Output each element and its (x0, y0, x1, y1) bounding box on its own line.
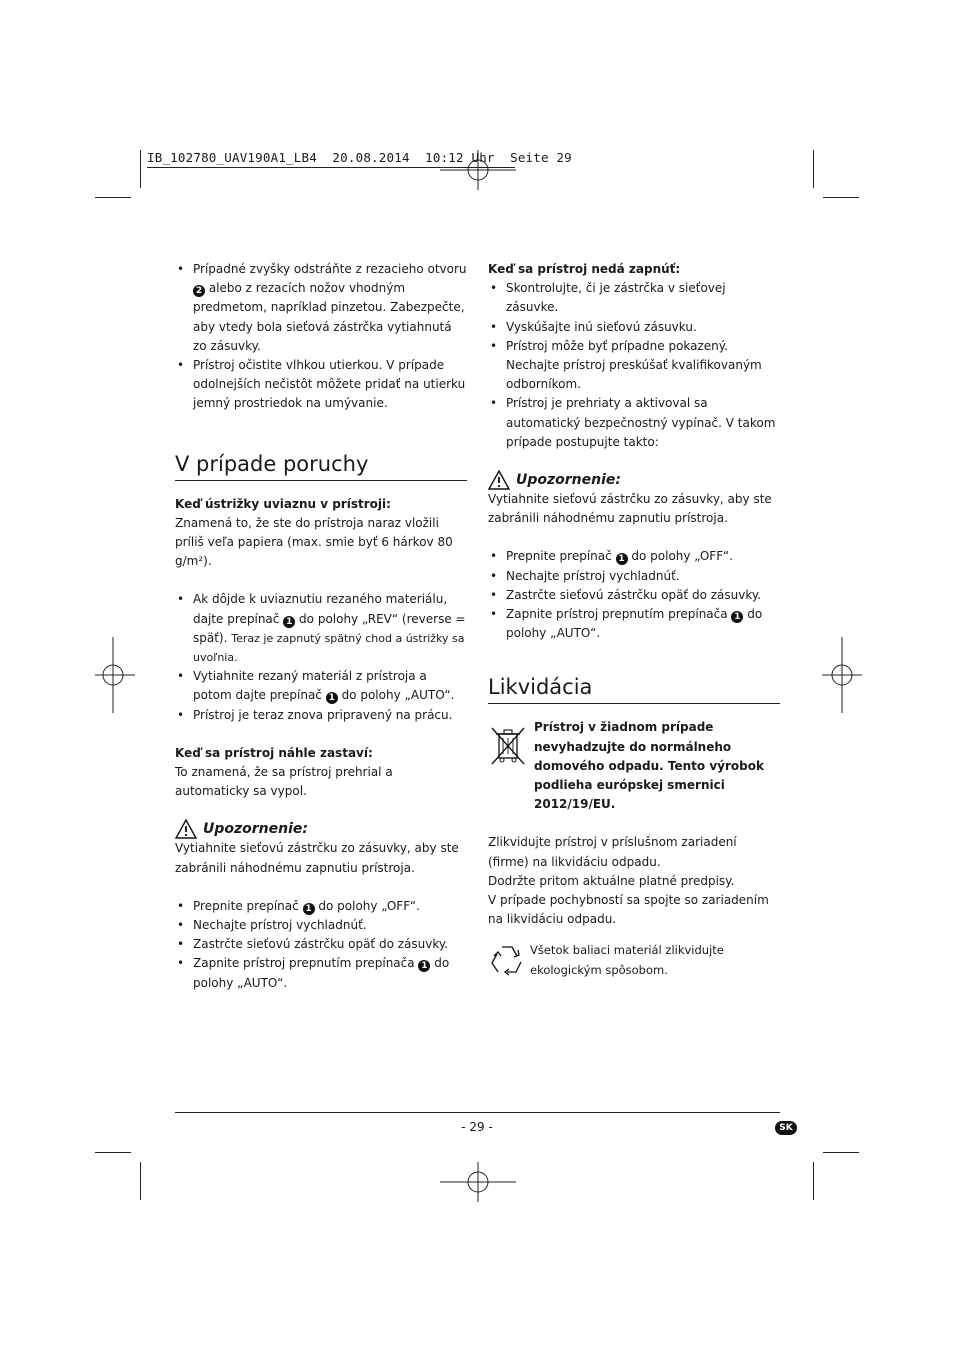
subheading: Keď ústrižky uviaznu v prístroji: (175, 496, 391, 511)
number-badge: 1 (616, 553, 628, 565)
list-item (175, 667, 467, 705)
list-item: • Zastrčte sieťovú zástrčku opäť do zásuvky. (488, 586, 780, 605)
number-badge: 1 (283, 616, 295, 628)
number-badge: 1 (418, 960, 430, 972)
footer-rule (175, 1112, 780, 1113)
list-item-text: do polohy „REV“ (reverse = späť). (193, 611, 466, 645)
print-slug: IB_102780_UAV190A1_LB4 20.08.2014 10:12 Uhr Seite 29 (147, 150, 572, 165)
list-item-text: Zapnite prístroj prepnutím prepínača (506, 607, 728, 622)
list-item (175, 260, 467, 356)
paragraph: To znamená, že sa prístroj prehrial a automaticky sa vypol. (175, 765, 393, 799)
registration-mark-icon (440, 150, 516, 190)
list-item-text: Prepnite prepínač (193, 898, 299, 913)
warning-list (175, 897, 467, 993)
list-item: • Prístroj môže byť prípadne pokazený. Nechajte prístroj preskúšať kvalifikovaným odborníkom. (488, 337, 780, 395)
list-item (488, 547, 780, 566)
list-item-text: do polohy „OFF“. (318, 898, 420, 913)
list-item-text: alebo z rezacích nožov vhodným predmetom, napríklad pinzetou. Zabezpečte, aby vtedy bola sieťová zástrčka vytiahnutá zo zásuvky. (193, 281, 465, 353)
number-badge: 2 (193, 285, 205, 297)
list-item-note: Teraz je zapnutý spätný chod a ústrižky sa uvoľnia. (193, 631, 465, 665)
list-item-text: Prepnite prepínač (506, 549, 612, 564)
warning-list (488, 547, 780, 643)
disposal-warning: Prístroj v žiadnom prípade nevyhadzujte do normálneho domového odpadu. Tento výrobok podlieha európskej smernici 2012/19/EU. (534, 720, 764, 812)
cleaning-list (175, 260, 467, 414)
list-item (488, 605, 780, 643)
list-item (175, 590, 467, 667)
left-column (175, 260, 467, 993)
paragraph: Znamená to, že ste do prístroja naraz vložili príliš veľa papiera (max. smie byť 6 hárkov 80 g/m²). (175, 515, 453, 569)
page-number: - 29 - (461, 1120, 493, 1134)
registration-mark-icon (822, 637, 862, 713)
subheading: Keď sa prístroj náhle zastaví: (175, 745, 373, 760)
registration-mark-icon (95, 637, 135, 713)
list-item: • Skontrolujte, či je zástrčka v sieťovej zásuvke. (488, 279, 780, 317)
subheading: Keď sa prístroj nedá zapnúť: (488, 262, 681, 276)
paragraph: Dodržte pritom aktuálne platné predpisy. (488, 873, 735, 888)
list-item-text: do polohy „AUTO“. (506, 607, 763, 641)
warning-triangle-icon (175, 819, 197, 839)
list-item (175, 897, 467, 916)
paragraph: V prípade pochybností sa spojte so zariadením na likvidáciu odpadu. (488, 893, 769, 927)
number-badge: 1 (731, 611, 743, 623)
crop-mark (95, 197, 131, 198)
crossed-bin-icon (488, 724, 528, 766)
list-item: • Prístroj je teraz znova pripravený na prácu. (175, 706, 467, 725)
paragraph: Zlikvidujte prístroj v príslušnom zariadení (firme) na likvidáciu odpadu. (488, 835, 737, 869)
paragraph: Vytiahnite sieťovú zástrčku zo zásuvky, aby ste zabránili náhodnému zapnutiu prístroja. (175, 841, 459, 875)
warning-triangle-icon (488, 470, 510, 490)
list-item: • Zastrčte sieťovú zástrčku opäť do zásuvky. (175, 935, 467, 954)
warning-title: Upozornenie: (516, 472, 621, 489)
list-item: • Nechajte prístroj vychladnúť. (175, 916, 467, 935)
list-item-text: do polohy „AUTO“. (193, 956, 450, 990)
jam-list (175, 590, 467, 724)
crop-mark (823, 197, 859, 198)
warning-heading (175, 819, 467, 839)
list-item (175, 954, 467, 992)
paragraph: Vytiahnite sieťovú zástrčku zo zásuvky, aby ste zabránili náhodnému zapnutiu prístroja. (488, 492, 772, 526)
crop-mark (140, 150, 141, 188)
list-item-text: Vytiahnite rezaný materiál z prístroja a potom dajte prepínač (193, 669, 427, 703)
no-power-list (488, 279, 780, 452)
section-heading-troubleshooting: V prípade poruchy (175, 450, 467, 481)
recycling-text: Všetok baliaci materiál zlikvidujte ekologickým spôsobom. (530, 943, 724, 977)
list-item-text: Ak dôjde k uviaznutiu rezaného materiálu, dajte prepínač (193, 592, 448, 626)
warning-heading (488, 470, 780, 490)
warning-title: Upozornenie: (203, 821, 308, 838)
list-item-text: Prípadné zvyšky odstráňte z rezacieho otvoru (193, 262, 467, 276)
crop-mark (813, 150, 814, 188)
disposal-notice (488, 718, 780, 814)
section-heading-disposal: Likvidácia (488, 673, 780, 704)
crop-mark (140, 1162, 141, 1200)
list-item-text: do polohy „OFF“. (631, 549, 733, 564)
list-item: • Prístroj je prehriaty a aktivoval sa automatický bezpečnostný vypínač. V takom prípade postupujte takto: (488, 394, 780, 452)
number-badge: 1 (326, 692, 338, 704)
list-item-text: Zapnite prístroj prepnutím prepínača (193, 956, 415, 971)
list-item-text: do polohy „AUTO“. (341, 688, 455, 703)
right-column (488, 260, 780, 986)
list-item: • Prístroj očistite vlhkou utierkou. V prípade odolnejších nečistôt môžete pridať na utierku jemný prostriedok na umývanie. (175, 356, 467, 414)
list-item: • Vyskúšajte inú sieťovú zásuvku. (488, 318, 780, 337)
crop-mark (813, 1162, 814, 1200)
recycle-icon (488, 943, 526, 979)
recycling-notice (488, 941, 780, 985)
crop-mark (95, 1152, 131, 1153)
crop-mark (823, 1152, 859, 1153)
number-badge: 1 (303, 903, 315, 915)
language-badge: SK (775, 1121, 797, 1135)
list-item: • Nechajte prístroj vychladnúť. (488, 567, 780, 586)
registration-mark-icon (440, 1162, 516, 1202)
